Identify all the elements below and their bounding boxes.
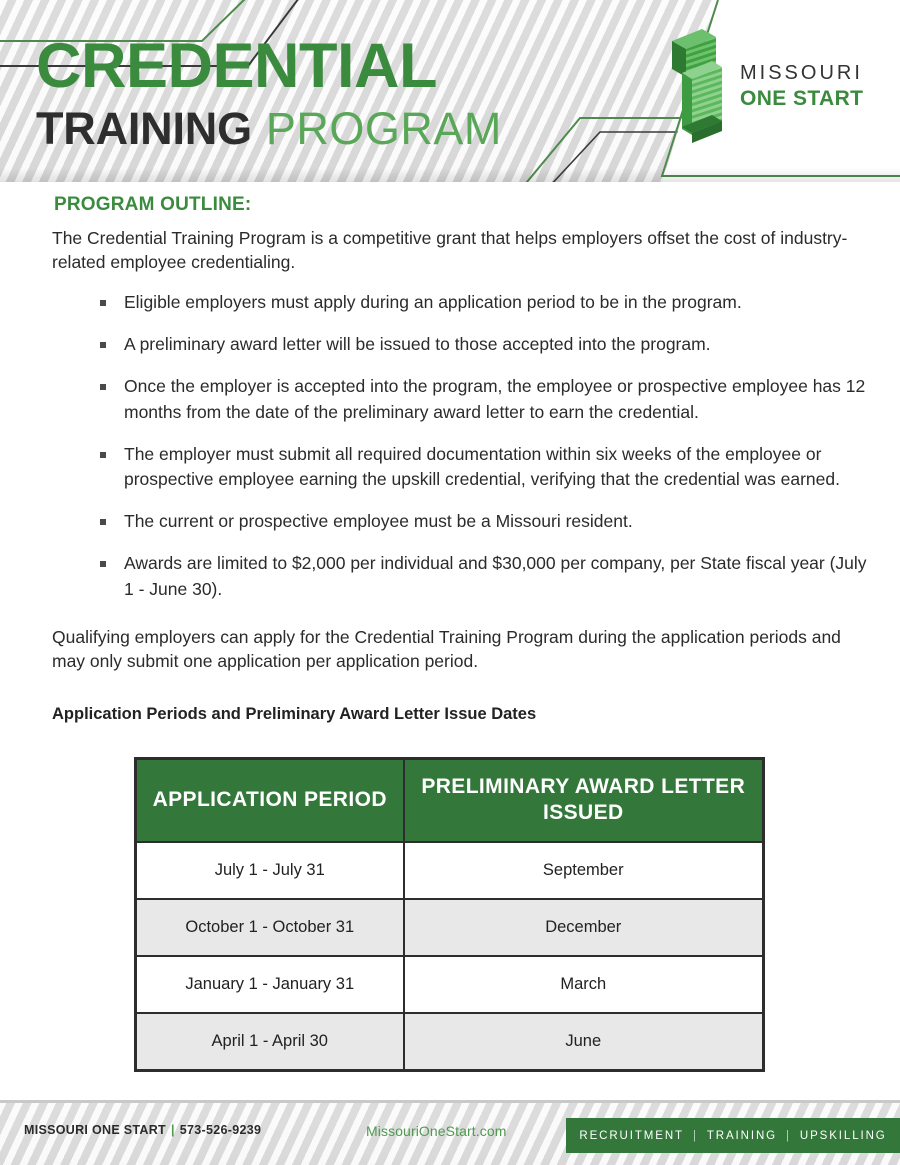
footer-website-link[interactable]: MissouriOneStart.com [366,1123,507,1139]
title-credential: CREDENTIAL [36,31,437,101]
bullet-square-icon [100,384,106,390]
program-outline-bullet-list [100,290,870,619]
bullet-square-icon [100,519,106,525]
cell-letter-issued: September [404,842,764,899]
title-training: TRAINING [36,102,252,154]
footer-service-tags [566,1118,900,1153]
list-item-text: Eligible employers must apply during an application period to be in the program. [124,292,742,312]
table-header-row [136,759,764,842]
footer-phone[interactable]: 573-526-9239 [179,1123,262,1137]
list-item-text: Once the employer is accepted into the program, the employee or prospective employee has 12 months from the date of the preliminary award letter to earn the credential. [124,376,866,422]
table-caption: Application Periods and Preliminary Award Letter Issue Dates [52,705,537,723]
application-periods-table [134,757,765,1072]
list-item [100,290,870,315]
list-item-text: The employer must submit all required documentation within six weeks of the employee or prospective employee earning the upskill credential, verifying that the credential was earned. [124,443,840,489]
bullet-square-icon [100,561,106,567]
cell-letter-issued: December [404,899,764,956]
cell-application-period: January 1 - January 31 [136,956,404,1013]
table-header-application-period: APPLICATION PERIOD [136,759,404,842]
footer-separator: | [170,1123,175,1137]
list-item [100,551,870,601]
cell-application-period: July 1 - July 31 [136,842,404,899]
cell-letter-issued: March [404,956,764,1013]
bullet-square-icon [100,300,106,306]
table-row [136,842,764,899]
bullet-square-icon [100,342,106,348]
header-bottom-shadow [0,168,900,182]
footer-org-name: MISSOURI ONE START [24,1123,166,1137]
closing-paragraph: Qualifying employers can apply for the Credential Training Program during the application periods and may only submit one application per application period. [52,627,841,672]
list-item [100,332,870,357]
table-row [136,1013,764,1071]
table-row [136,956,764,1013]
footer-tag-training: TRAINING [706,1129,777,1142]
cell-letter-issued: June [404,1013,764,1071]
list-item [100,509,870,534]
footer-tag-upskilling: UPSKILLING [799,1129,887,1142]
list-item [100,374,870,424]
table-row [136,899,764,956]
cell-application-period: April 1 - April 30 [136,1013,404,1071]
section-heading-program-outline: PROGRAM OUTLINE: [54,194,252,215]
list-item [100,442,870,492]
missouri-one-start-logo-mark-icon [664,27,726,145]
footer-tag-recruitment: RECRUITMENT [579,1129,684,1142]
page-title [36,31,636,154]
title-program: PROGRAM [265,102,502,154]
footer-divider [0,1100,900,1103]
cell-application-period: October 1 - October 31 [136,899,404,956]
brand-logo [664,26,894,146]
bullet-square-icon [100,452,106,458]
list-item-text: A preliminary award letter will be issued to those accepted into the program. [124,334,711,355]
logo-text-missouri: MISSOURI [740,62,863,84]
footer-contact [24,1123,261,1137]
footer-tag-separator: | [786,1129,791,1142]
intro-paragraph: The Credential Training Program is a competitive grant that helps employers offset the cost of industry-related employee credentialing. [52,228,848,272]
table-header-preliminary-award-letter-issued: PRELIMINARY AWARD LETTER ISSUED [404,759,764,842]
list-item-text: The current or prospective employee must be a Missouri resident. [124,511,633,532]
list-item-text: Awards are limited to $2,000 per individual and $30,000 per company, per State fiscal year (July 1 - June 30). [124,553,867,599]
page-header [0,0,900,182]
logo-text-one-start: ONE START [740,87,864,110]
footer-tag-separator: | [692,1129,698,1142]
